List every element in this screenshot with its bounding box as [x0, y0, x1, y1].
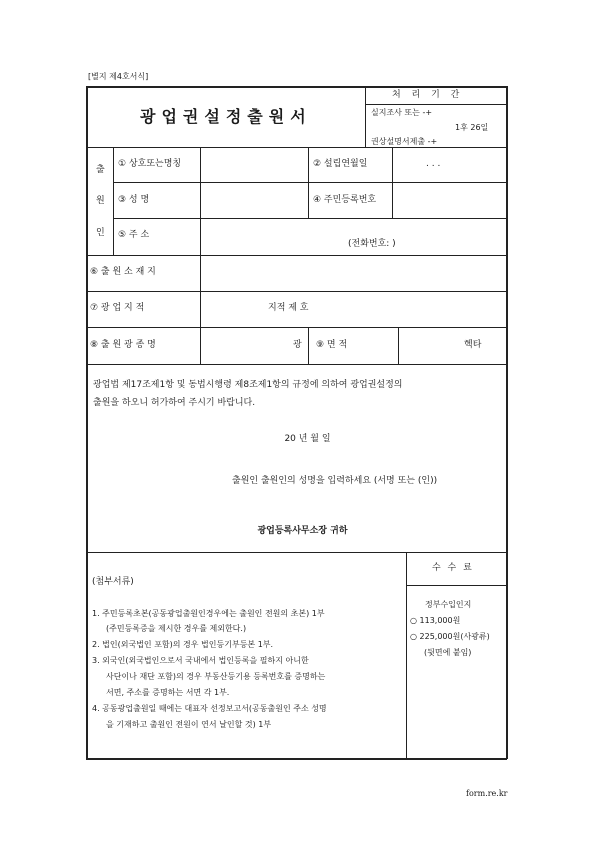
attachment-item-1-note: (주민등록증을 제시한 경우를 제외한다.)	[106, 624, 247, 633]
processing-line2: 1후 26일	[455, 123, 489, 132]
attachment-item-1: 1. 주민등록초본(공동광업출원인경우에는 출원인 전원의 초본) 1부	[92, 609, 325, 618]
fee-header: 수 수 료	[432, 563, 474, 573]
mineral-type-label: ⑧ 출 원 광 종 명	[90, 340, 156, 350]
row8-bottom	[86, 364, 507, 365]
attachment-item-4: 4. 공동광업출원일 때에는 대표자 선정보고서(공동출원인 주소 성명	[92, 704, 327, 713]
row6-bottom	[86, 291, 507, 292]
area-label: ⑨ 면 적	[316, 340, 348, 350]
attachment-item-3: 3. 외국인(외국법인으로서 국내에서 법인등록을 필하지 아니한	[92, 656, 309, 665]
outer-left-border	[86, 86, 88, 759]
outer-right-border	[506, 86, 508, 759]
mineral-unit: 광	[293, 340, 302, 350]
applicant-group-char-1: 출	[96, 165, 105, 175]
applicant-signature-line[interactable]: 출원인 출원인의 성명을 입력하세요 (서명 또는 (인))	[232, 476, 438, 486]
person-name-label: ③ 성 명	[118, 195, 150, 205]
phone-number-label: (전화번호: )	[348, 239, 396, 249]
revenue-stamp-label: 정부수입인지	[425, 600, 472, 609]
processing-line1: 실지조사 또는 -+	[371, 108, 433, 117]
mining-registry-value[interactable]: 지적 제 호	[268, 303, 309, 313]
application-location-label: ⑥ 출 원 소 재 지	[90, 267, 156, 277]
mining-registry-label: ⑦ 광 업 지 적	[90, 303, 145, 313]
processing-header-line	[365, 104, 506, 105]
applicant-group-char-3: 인	[96, 228, 105, 238]
address-field[interactable]	[201, 219, 505, 239]
application-date[interactable]: 20 년 월 일	[284, 434, 331, 444]
outer-top-border	[86, 86, 507, 88]
attachment-item-4-line2: 을 기재하고 출원인 전원이 연서 날인할 것) 1부	[106, 720, 272, 729]
footer-source: form.re.kr	[466, 789, 508, 798]
processing-period-header: 처 리 기 간	[392, 90, 464, 100]
attachment-item-3-line2: 사단이나 재단 포함)의 경우 부동산등기용 등록번호를 증명하는	[106, 672, 326, 681]
attachments-title: (첨부서류)	[92, 577, 134, 587]
resident-id-label: ④ 주민등록번호	[313, 195, 377, 205]
business-name-field[interactable]	[201, 148, 307, 181]
founded-date-value[interactable]: . . .	[426, 159, 441, 169]
founded-date-label: ② 설립연월일	[313, 159, 368, 169]
row7-bottom	[86, 327, 507, 328]
area-unit: 헥타	[464, 340, 482, 350]
business-name-label: ① 상호또는명칭	[118, 159, 182, 169]
form-title: 광업권설정출원서	[140, 107, 312, 126]
recipient: 광업등록사무소장 귀하	[257, 526, 348, 536]
fee-header-line	[406, 585, 506, 586]
fee-attach-note: (뒷면에 붙임)	[424, 648, 472, 657]
title-divider	[365, 86, 366, 147]
resident-id-field[interactable]	[393, 183, 505, 217]
person-name-field[interactable]	[201, 183, 307, 217]
application-location-field[interactable]	[201, 256, 505, 290]
fee-divider	[406, 552, 407, 759]
fee-amount-2: ○ 225,000원(사광류)	[410, 632, 490, 641]
applicant-group-char-2: 원	[96, 196, 105, 206]
fee-amount-1: ○ 113,000원	[410, 616, 461, 625]
attachment-item-3-line3: 서면, 주소를 증명하는 서면 각 1부.	[106, 688, 230, 697]
statement-line-1: 광업법 제17조제1항 및 동법시행령 제8조제1항의 규정에 의하여 광업권설정의	[93, 380, 403, 390]
processing-line3: 권상설명서제출 -+	[371, 137, 438, 146]
form-code: [별지 제4호서식]	[88, 72, 149, 81]
applicant-group-divider	[113, 147, 114, 255]
statement-bottom	[86, 552, 507, 553]
statement-line-2: 출원을 하오니 허가하여 주시기 바랍니다.	[93, 398, 256, 408]
row8-value-divider	[398, 327, 399, 364]
attachment-item-2: 2. 법인(외국법인 포함)의 경우 법인등기부등본 1부.	[92, 640, 274, 649]
outer-bottom-border	[86, 758, 507, 760]
address-label: ⑤ 주 소	[118, 230, 150, 240]
row8-mid-divider	[308, 327, 309, 364]
